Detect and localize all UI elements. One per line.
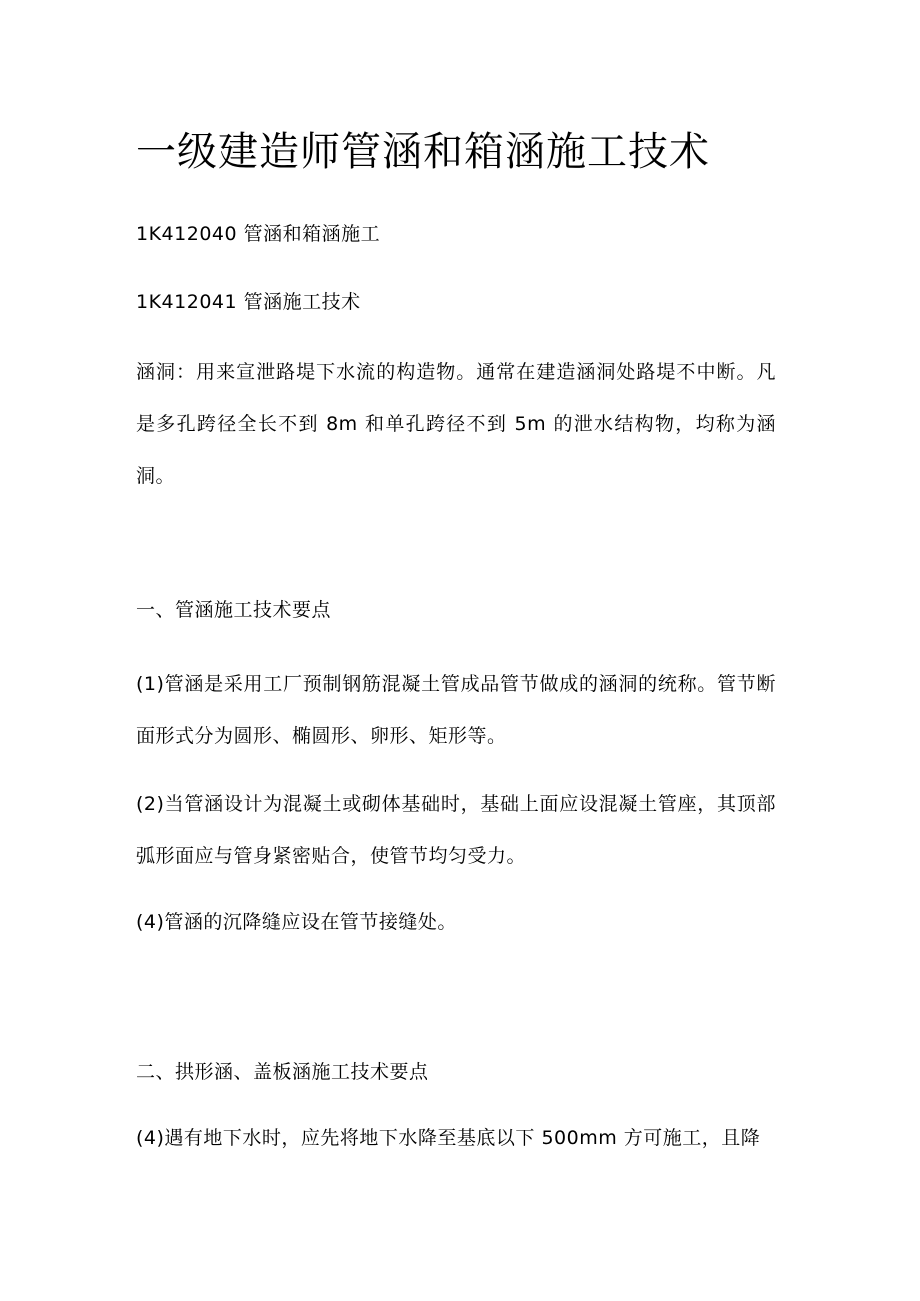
section1-item-1: (1)管涵是采用工厂预制钢筋混凝土管成品管节做成的涵洞的统称。管节断面形式分为圆形、椭圆形、卵形、矩形等。 [136,673,776,747]
section2-heading: 二、拱形涵、盖板涵施工技术要点 [136,1061,429,1083]
intro-paragraph: 涵洞：用来宣泄路堤下水流的构造物。通常在建造涵洞处路堤不中断。凡是多孔跨径全长不到 8m 和单孔跨径不到 5m 的泄水结构物，均称为涵洞。 [136,361,776,487]
section1-heading: 一、管涵施工技术要点 [136,599,332,621]
section2-item-1: (4)遇有地下水时，应先将地下水降至基底以下 500mm 方可施工，且降 [136,1127,761,1149]
subsection-heading: 1K412041 管涵施工技术 [136,291,361,313]
section1-item-2: (2)当管涵设计为混凝土或砌体基础时，基础上面应设混凝土管座，其顶部弧形面应与管身紧密贴合，使管节均匀受力。 [136,793,776,867]
document-title: 一级建造师管涵和箱涵施工技术 [136,129,710,175]
section-heading: 1K412040 管涵和箱涵施工 [136,223,381,245]
section1-item-3: (4)管涵的沉降缝应设在管节接缝处。 [136,911,457,933]
